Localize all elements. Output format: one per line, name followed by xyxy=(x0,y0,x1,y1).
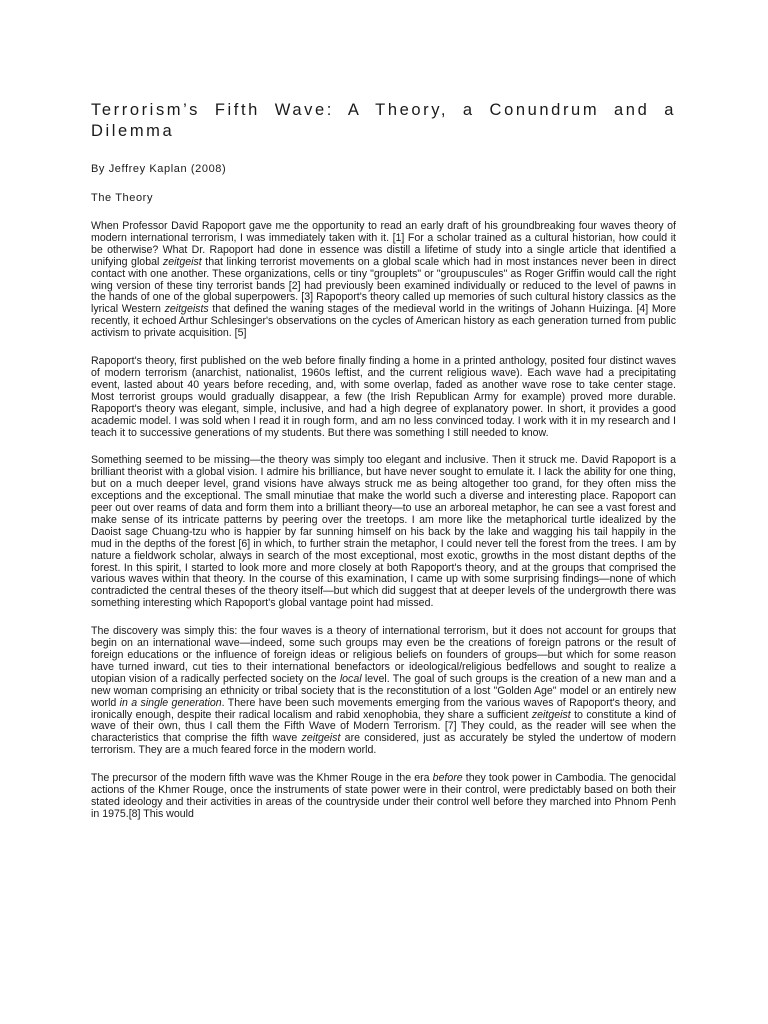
body-paragraph: Something seemed to be missing—the theory was simply too elegant and inclusive. Then it struck me. David Rapoport is a brilliant theorist with a global vision. I admire his brilliance, but have never sought to emulate it. I lack the ability for one thing, but on a much deeper level, grand visions have always struck me as being altogether too grand, for they often miss the exceptions and the exceptional. The small minutiae that make the world such a diverse and interesting place. Rapoport can peer out over reams of data and form them into a brilliant theory—to use an arboreal metaphor, he can see a vast forest and make sense of its intricate patterns by peering over the treetops. I am more like the metaphorical turtle idealized by the Daoist sage Chuang-tzu who is happier by far sunning himself on his back by the lake and wagging his tail happily in the mud in the depths of the forest [6] in which, to further strain the metaphor, I could never tell the forest from the trees. I am by nature a fieldwork scholar, always in search of the most exceptional, most exotic, growths in the most distant depths of the forest. In this spirit, I started to look more and more closely at both Rapoport's theory, and at the groups that comprised the various waves within that theory. In the course of this examination, I came up with some surprising findings—none of which contradicted the central theses of the theory itself—but which did suggest that at deeper levels of the undergrowth there was something interesting which Rapoport's global vantage point had missed. xyxy=(91,454,676,610)
section-heading: The Theory xyxy=(91,192,154,204)
body-paragraph: The discovery was simply this: the four waves is a theory of international terrorism, but it does not account for groups that begin on an international wave—indeed, some such groups may even be the creations of foreign patrons or the result of foreign educations or the influence of foreign ideas or religious beliefs on founders of groups—but which for some reason have turned inward, cut ties to their international benefactors or ideological/religious bedfellows and sought to realize a utopian vision of a radically perfected society on the local level. The goal of such groups is the creation of a new man and a new woman comprising an ethnicity or tribal society that is the reconstitution of a lost "Golden Age" model or an entirely new world in a single generation. There have been such movements emerging from the various waves of Rapoport's theory, and ironically enough, despite their radical localism and rabid xenophobia, they share a sufficient zeitgeist to constitute a kind of wave of their own, thus I call them the Fifth Wave of Modern Terrorism. [7] They could, as the reader will see when the characteristics that comprise the fifth wave zeitgeist are considered, just as accurately be styled the undertow of modern terrorism. They are a much feared force in the modern world. xyxy=(91,625,676,757)
body-paragraph: When Professor David Rapoport gave me the opportunity to read an early draft of his groundbreaking four waves theory of modern international terrorism, I was immediately taken with it. [1] For a scholar trained as a cultural historian, how could it be otherwise? What Dr. Rapoport had done in essence was distill a lifetime of study into a single article that identified a unifying global zeitgeist that linking terrorist movements on a global scale which had in most instances never been in direct contact with one another. These organizations, cells or tiny "grouplets" or "groupuscules" as Roger Griffin would call the right wing version of these tiny terrorist bands [2] had previously been examined individually or reduced to the level of pawns in the hands of one of the global superpowers. [3] Rapoport's theory called up memories of such cultural history classics as the lyrical Western zeitgeists that defined the waning stages of the medieval world in the writings of Johann Huizinga. [4] More recently, it echoed Arthur Schlesinger's observations on the cycles of American history as each generation turned from public activism to private acquisition. [5] xyxy=(91,220,676,340)
emphasized-term: zeitgeist xyxy=(162,255,202,268)
emphasized-term: in a single generation xyxy=(119,696,222,709)
document-title: Terrorism’s Fifth Wave: A Theory, a Conundrum and a Dilemma xyxy=(91,101,676,140)
emphasized-term: zeitgeist xyxy=(531,708,571,721)
emphasized-term: before xyxy=(432,772,463,785)
body-paragraph: Rapoport's theory, first published on the web before finally finding a home in a printed anthology, posited four distinct waves of modern terrorism (anarchist, nationalist, 1960s leftist, and the current religious wave). Each wave had a precipitating event, lasted about 40 years before receding, and, with some overlap, faded as another wave rose to take center stage. Most terrorist groups would gradually disappear, a few (the Irish Republican Army for example) proved more durable. Rapoport's theory was elegant, simple, inclusive, and had a high degree of explanatory power. In short, it provides a good academic model. I was sold when I read it in rough form, and am no less convinced today. I work with it in my research and I teach it to successive generations of my students. But there was something I still needed to know. xyxy=(91,355,676,439)
document-page xyxy=(91,100,676,837)
emphasized-term: zeitgeist xyxy=(301,732,341,745)
emphasized-term: local xyxy=(339,672,362,685)
body-paragraph: The precursor of the modern fifth wave was the Khmer Rouge in the era before they took power in Cambodia. The genocidal actions of the Khmer Rouge, once the instruments of state power were in their control, were predictably based on both their stated ideology and their activities in areas of the countryside under their control well before they marched into Phnom Penh in 1975.[8] This would xyxy=(91,772,676,820)
author-byline: By Jeffrey Kaplan (2008) xyxy=(91,163,227,175)
emphasized-term: zeitgeists xyxy=(164,303,209,316)
